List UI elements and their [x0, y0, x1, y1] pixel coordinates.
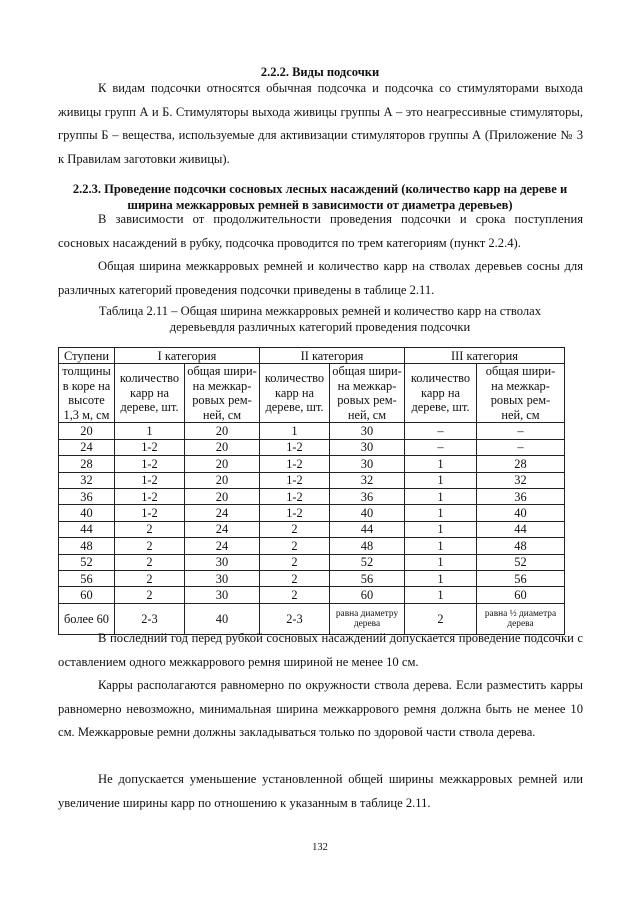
table-cell: 1: [405, 538, 477, 554]
table-cell: 30: [330, 439, 405, 455]
table-cell: 32: [59, 472, 115, 488]
table-cell: 24: [185, 505, 260, 521]
table-cell: 56: [59, 570, 115, 586]
header-category-3: III категория: [405, 348, 565, 364]
table-row: [59, 587, 565, 603]
table-caption: [58, 303, 582, 335]
table-cell: 52: [330, 554, 405, 570]
table-cell: 1-2: [115, 505, 185, 521]
table-cell: 20: [185, 472, 260, 488]
table-cell: 2-3: [260, 603, 330, 634]
table-cell: 56: [477, 570, 565, 586]
table-cell: 44: [330, 521, 405, 537]
table-row: [59, 570, 565, 586]
table-cell: 20: [59, 423, 115, 439]
table-cell: более 60: [59, 603, 115, 634]
table-caption-line-2: деревьевдля различных категорий проведения подсочки: [169, 320, 471, 334]
table-cell: –: [477, 423, 565, 439]
paragraph-types-of-tapping: К видам подсочки относятся обычная подсочка и подсочка со стимуляторами выхода живицы групп А и Б. Стимуляторы выхода живицы группы А – это неагрессивные стимуляторы, группы Б – вещества, используемые для активизации стимуляторов группы А (Приложение № 3 к Правилам заготовки живицы).: [58, 81, 583, 166]
table-cell: 1: [405, 505, 477, 521]
page-number: 132: [312, 842, 328, 853]
header-count-2: количество карр на дереве, шт.: [260, 364, 330, 423]
table-cell: 36: [477, 488, 565, 504]
section-heading-2-2-3: 2.2.3. Проведение подсочки сосновых лесных насаждений (количество карр на дереве и ширина межкарровых ремней в зависимости от диаметра деревьев): [72, 182, 568, 212]
table-cell: 30: [185, 554, 260, 570]
paragraph-placement: Карры располагаются равномерно по окружности ствола дерева. Если разместить карры равномерно невозможно, минимальная ширина межкаррового ремня должна быть не менее 10 см. Межкарровые ремни должны закладываться только по здоровой части ствола дерева.: [58, 678, 583, 739]
table-row: [59, 439, 565, 455]
table-cell: 30: [330, 456, 405, 472]
table-row: [59, 521, 565, 537]
table-cell: 30: [185, 587, 260, 603]
table-cell: 2-3: [115, 603, 185, 634]
table-cell: 1: [405, 488, 477, 504]
table-cell: 1: [405, 587, 477, 603]
paragraph-last-year: В последний год перед рубкой сосновых насаждений допускается проведение подсочки с оставлением одного межкаррового ремня шириной не менее 10 см.: [58, 631, 583, 669]
paragraph-categories: В зависимости от продолжительности проведения подсочки и срока поступления сосновых насаждений в рубку, подсочка проводится по трем категориям (пункт 2.2.4).: [58, 212, 583, 250]
table-cell: 2: [260, 538, 330, 554]
table-row: [59, 488, 565, 504]
paragraph-restrictions: Не допускается уменьшение установленной общей ширины межкарровых ремней или увеличение ширины карр по отношению к указанным в таблице 2.11.: [58, 772, 583, 810]
table-cell: 24: [185, 521, 260, 537]
table-cell: 30: [185, 570, 260, 586]
table-row: [59, 423, 565, 439]
table-cell: равна диаметру дерева: [330, 603, 405, 634]
tapping-table: [58, 347, 565, 635]
table-cell: 2: [115, 521, 185, 537]
header-count-1: количество карр на дереве, шт.: [115, 364, 185, 423]
table-cell: 32: [330, 472, 405, 488]
table-cell: 1-2: [260, 456, 330, 472]
table-cell: 40: [185, 603, 260, 634]
table-cell: –: [405, 439, 477, 455]
table-cell: 40: [59, 505, 115, 521]
table-cell: 1-2: [260, 488, 330, 504]
table-cell: –: [405, 423, 477, 439]
table-cell: 1-2: [115, 488, 185, 504]
table-cell: 2: [115, 554, 185, 570]
table-cell: 40: [330, 505, 405, 521]
table-cell: 1: [405, 472, 477, 488]
table-cell: 2: [260, 570, 330, 586]
table-cell: 1: [405, 456, 477, 472]
table-cell: 1: [405, 554, 477, 570]
table-cell: 44: [477, 521, 565, 537]
table-cell: 36: [330, 488, 405, 504]
table-cell: 48: [59, 538, 115, 554]
header-category-2: II категория: [260, 348, 405, 364]
table-cell: 1: [405, 570, 477, 586]
table-cell: 32: [477, 472, 565, 488]
table-cell: 52: [477, 554, 565, 570]
table-cell: 1: [260, 423, 330, 439]
table-cell: 20: [185, 488, 260, 504]
table-row: [59, 538, 565, 554]
table-cell: 28: [59, 456, 115, 472]
table-cell: 1-2: [260, 439, 330, 455]
header-width-2: общая шири- на межкар- ровых рем- ней, см: [330, 364, 405, 423]
header-stage-detail: толщины в коре на высоте 1,3 м, см: [59, 364, 115, 423]
table-cell: 1-2: [115, 439, 185, 455]
table-cell: 1-2: [115, 472, 185, 488]
header-width-1: общая шири- на межкар- ровых рем- ней, см: [185, 364, 260, 423]
table-row: [59, 505, 565, 521]
table-cell: 1-2: [260, 505, 330, 521]
table-cell: 1-2: [115, 456, 185, 472]
table-cell: 2: [115, 587, 185, 603]
header-stage: Ступени: [59, 348, 115, 364]
header-category-1: I категория: [115, 348, 260, 364]
table-cell: 52: [59, 554, 115, 570]
table-cell: 20: [185, 423, 260, 439]
table-cell: 1: [405, 521, 477, 537]
section-heading-2-2-2: 2.2.2. Виды подсочки: [260, 65, 380, 79]
table-row: [59, 472, 565, 488]
table-cell: 40: [477, 505, 565, 521]
table-cell: –: [477, 439, 565, 455]
header-count-3: количество карр на дереве, шт.: [405, 364, 477, 423]
table-row: [59, 456, 565, 472]
table-cell: 48: [477, 538, 565, 554]
table-cell: 24: [185, 538, 260, 554]
table-cell: 44: [59, 521, 115, 537]
table-row: [59, 554, 565, 570]
table-cell: 48: [330, 538, 405, 554]
table-cell: 20: [185, 456, 260, 472]
paragraph-table-reference: Общая ширина межкарровых ремней и количество карр на стволах деревьев сосны для различных категорий проведения подсочки приведены в таблице 2.11.: [58, 259, 583, 297]
table-cell: 60: [59, 587, 115, 603]
table-cell: 30: [330, 423, 405, 439]
table-cell: равна ½ диаметра дерева: [477, 603, 565, 634]
table-cell: 1: [115, 423, 185, 439]
table-cell: 60: [330, 587, 405, 603]
table-cell: 56: [330, 570, 405, 586]
table-cell: 2: [260, 587, 330, 603]
table-cell: 2: [115, 570, 185, 586]
table-cell: 2: [260, 521, 330, 537]
header-width-3: общая шири- на межкар- ровых рем- ней, см: [477, 364, 565, 423]
table-cell: 36: [59, 488, 115, 504]
table-cell: 60: [477, 587, 565, 603]
table-cell: 20: [185, 439, 260, 455]
table-cell: 2: [260, 554, 330, 570]
table-cell: 2: [405, 603, 477, 634]
table-cell: 28: [477, 456, 565, 472]
table-cell: 24: [59, 439, 115, 455]
table-caption-line-1: Таблица 2.11 – Общая ширина межкарровых ремней и количество карр на стволах: [98, 304, 542, 318]
table-cell: 1-2: [260, 472, 330, 488]
table-cell: 2: [115, 538, 185, 554]
